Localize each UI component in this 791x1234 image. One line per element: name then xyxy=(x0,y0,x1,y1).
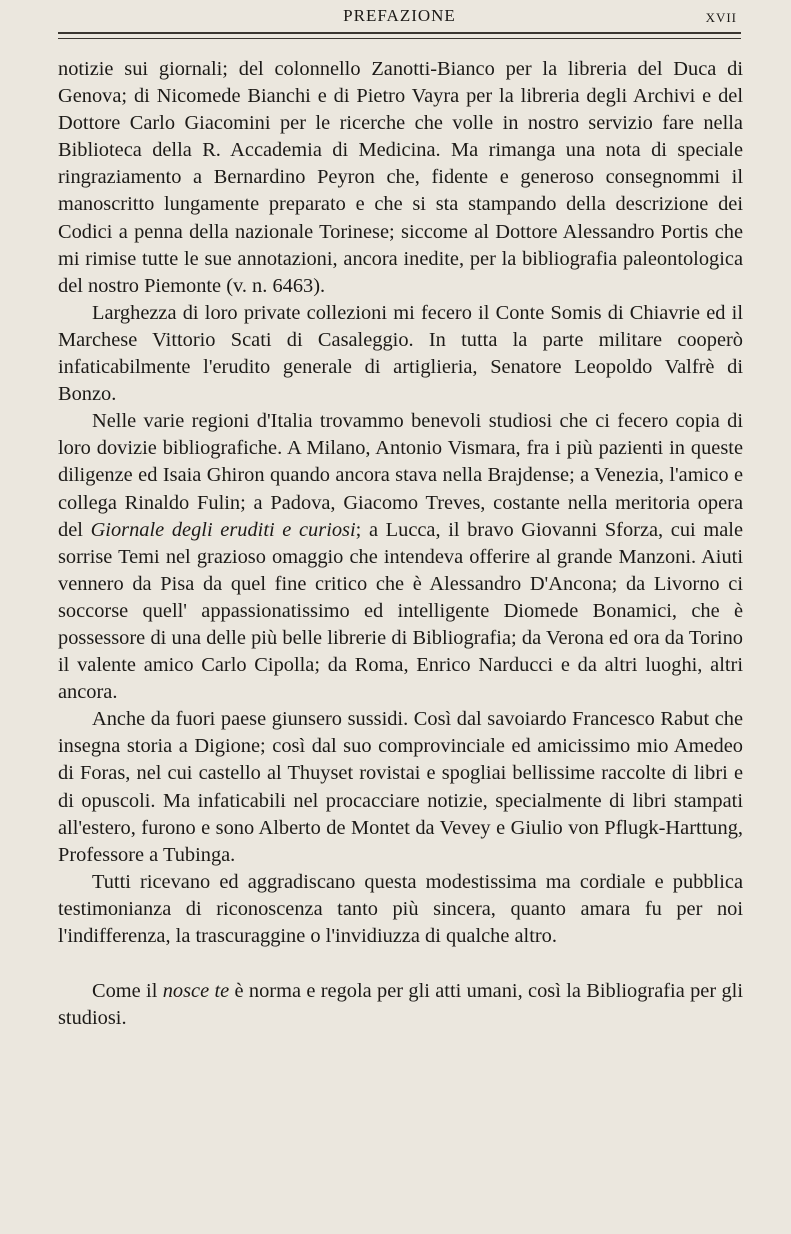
paragraph-2: Larghezza di loro private collezioni mi fecero il Conte Somis di Chiavrie ed il Marchese Vittorio Scati di Casaleggio. In tutta la parte militare cooperò infaticabilmente l'erudito generale di artiglieria, Senatore Leopoldo Valfrè di Bonzo. xyxy=(58,301,743,406)
page-number: XVII xyxy=(705,10,737,25)
nosce-te-italic: nosce te xyxy=(162,980,230,1003)
header-rule-thin xyxy=(58,38,741,39)
body-text xyxy=(58,56,743,1032)
paragraph-6 xyxy=(58,978,743,1032)
paragraph-3 xyxy=(58,408,743,706)
journal-title-italic: Giornale degli eruditi e curiosi xyxy=(90,518,356,541)
running-head: PREFAZIONE xyxy=(343,6,456,25)
paragraph-1: notizie sui giornali; del colonnello Zanotti-Bianco per la libreria del Duca di Genova; di Nicomede Bianchi e di Pietro Vayra per la libreria degli Archivi e del Dottore Carlo Giacomini per le ricerche che volle in nostro servizio fare nella Biblioteca della R. Accademia di Medicina. Ma rimanga una nota di speciale ringraziamento a Bernardino Peyron che, fidente e generoso consegnommi il manoscritto lungamente preparato e che si sta stampando della descrizione dei Codici a penna della nazionale Torinese; siccome al Dottore Alessandro Portis che mi rimise tutte le sue annotazioni, ancora inedite, per la bibliografia paleontologica del nostro Piemonte (v. n. 6463). xyxy=(58,58,743,297)
paragraph-5: Tutti ricevano ed aggradiscano questa modestissima ma cordiale e pubblica testimonianza di riconoscenza tanto più sincera, quanto amara fu per noi l'indifferenza, la trascuraggine o l'invidiuzza di qualche altro. xyxy=(58,870,743,947)
header-rule-thick xyxy=(58,32,741,34)
paragraph-4: Anche da fuori paese giunsero sussidi. Così dal savoiardo Francesco Rabut che insegna storia a Digione; così dal suo comprovinciale ed amicissimo mio Amedeo di Foras, nel cui castello al Thuyset rovistai e spogliai bellissime raccolte di libri e di opuscoli. Ma infaticabili nel procacciare notizie, specialmente di libri stampati all'estero, furono e sono Alberto de Montet da Vevey e Giulio von Pflugk-Harttung, Professore a Tubinga. xyxy=(58,708,743,866)
paragraph-6-part-a: Come il xyxy=(92,980,163,1003)
paragraph-3-part-a: Nelle varie regioni d'Italia trovammo benevoli studiosi che ci fecero copia di loro dovizie bibliografiche. A Milano, Antonio Vismara, fra i più pazienti in queste diligenze ed Isaia Ghiron quando ancora stava nella Brajdense; a Venezia, l'amico e collega Rinaldo Fulin; a Padova, Giacomo Treves, costante nella meritoria opera del xyxy=(58,410,743,541)
paragraph-3-part-b: ; a Lucca, il bravo Giovanni Sforza, cui male sorrise Temi nel grazioso omaggio che intendeva offerire al grande Manzoni. Aiuti vennero da Pisa da quel fine critico che è Alessandro D'Ancona; da Livorno ci soccorse quell' appassionatissimo ed intelligente Diomede Bonamici, che è possessore di una delle più belle librerie di Bibliografia; da Verona ed ora da Torino il valente amico Carlo Cipolla; da Roma, Enrico Narducci e da altri luoghi, altri ancora. xyxy=(58,518,743,704)
page-header xyxy=(58,6,741,30)
paragraph-6-part-b: è norma e regola per gli atti umani, così la Bibliografia per gli studiosi. xyxy=(58,980,744,1030)
